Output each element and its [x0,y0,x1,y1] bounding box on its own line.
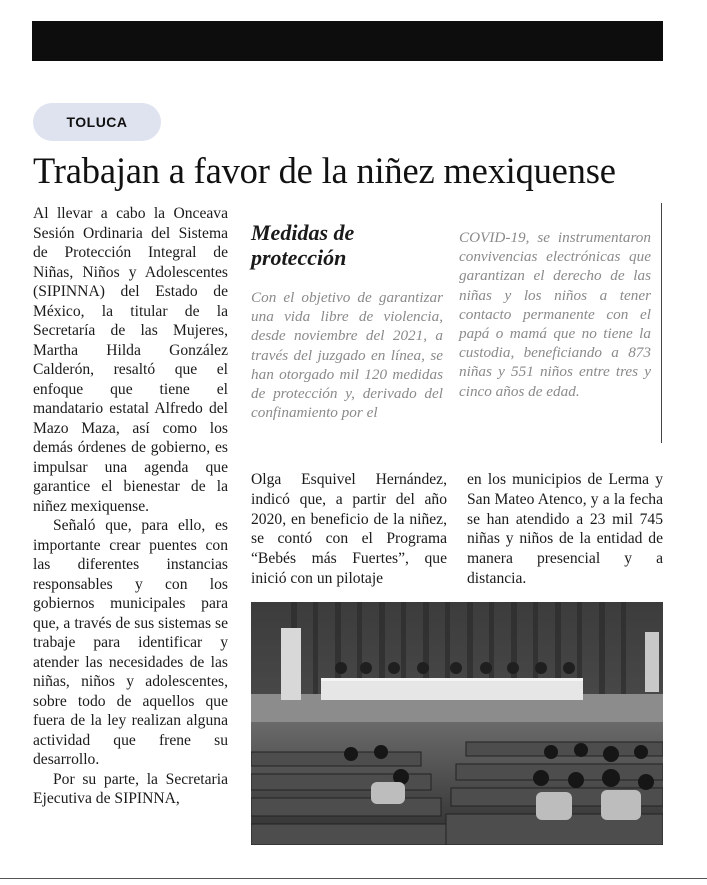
sidebar-box-title: Medidas de protección [251,220,355,270]
article-body-column-2: Olga Esquivel Hernández, indicó que, a partir del año 2020, en beneficio de la niñez, se contó con el Programa “Bebés más Fuertes”, que inició con un pilotaje [251,471,447,587]
sidebar-box-rule [661,203,662,443]
header-black-bar [32,21,663,61]
bottom-rule [0,878,707,879]
paragraph: Señaló que, para ello, es importante crear puentes con las diferentes instancias responsables y con los gobiernos municipales para que, a través de sus sistemas se trabaje para identificar y atender las necesidades de las niñas, niños y adolescentes, sobre todo de aquellos que fuera de la ley realizan alguna actividad que frene su desarrollo. [33,517,228,768]
paragraph: Al llevar a cabo la Onceava Sesión Ordinaria del Sistema de Protección Integral de Niñas, Niños y Adolescentes (SIPINNA) del Estado de México, la titular de la Secretaría de las Mujeres, Martha Hilda González Calderón, resaltó que el enfoque que tiene el mandatario estatal Alfredo del Mazo Maza, así como los demás órdenes de gobierno, es impulsar una agenda que garantice el bienestar de la niñez mexiquense. [33,205,228,515]
section-tag: TOLUCA [33,103,161,141]
article-headline: Trabajan a favor de la niñez mexiquense [33,150,616,191]
event-photo [251,602,663,845]
sidebar-box-text-left: Con el objetivo de garantizar una vida libre de violencia, desde noviembre del 2021, a través del juzgado en línea, se han otorgado mil 120 medidas de protección y, derivado del confinamiento por el [251,289,443,422]
article-body-column-3: en los municipios de Lerma y San Mateo Atenco, y a la fecha se han atendido a 23 mil 745 niñas y niños de la entidad de manera presencial y a distancia. [467,471,663,587]
article-body-column-1 [33,204,228,809]
sidebar-box-text-right: COVID-19, se instrumentaron convivencias electrónicas que garantizan el derecho de las niñas y los niños a tener contacto permanente con el papá o mamá que no tiene la custodia, beneficiando a 873 niñas y 551 niños entre tres y cinco años de edad. [459,229,651,400]
paragraph: Por su parte, la Secretaria Ejecutiva de SIPINNA, [33,770,228,807]
